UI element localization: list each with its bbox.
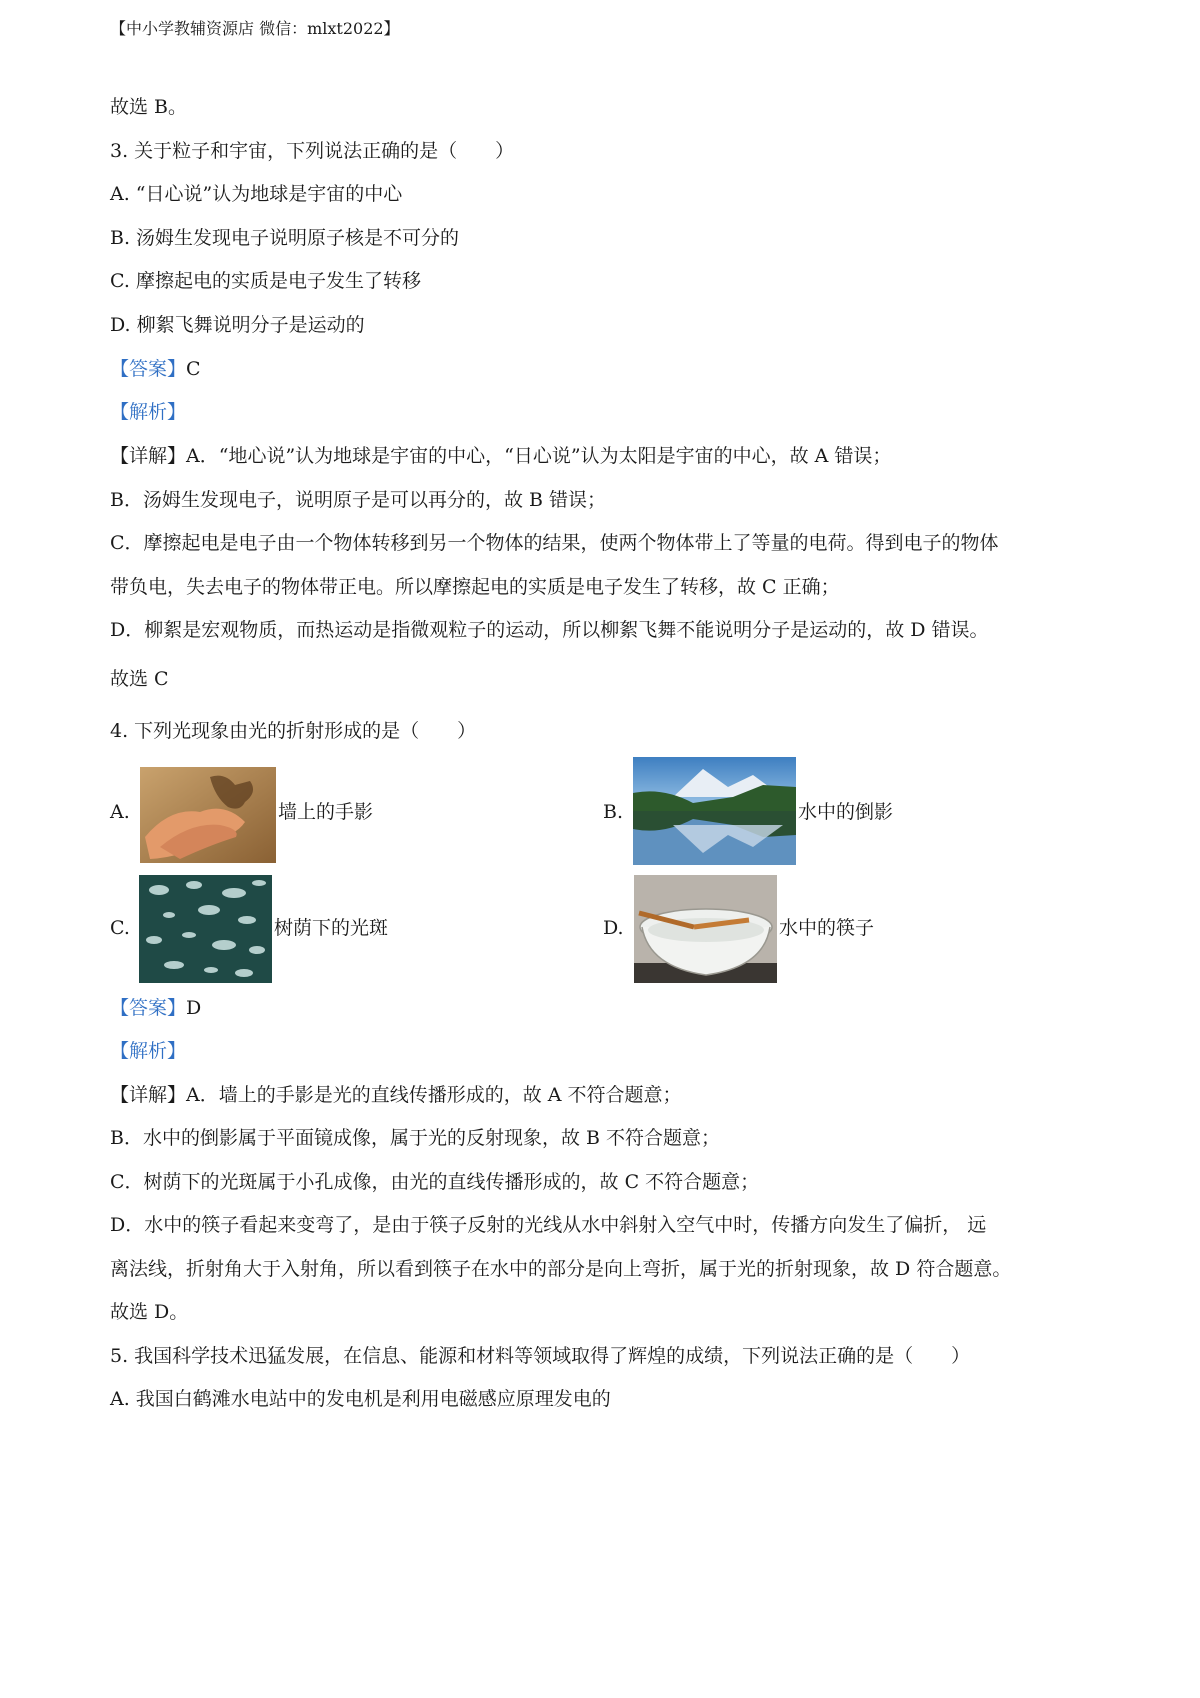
q4-conclusion: 故选 D。 <box>110 1301 189 1323</box>
q4-detail-d1: D．水中的筷子看起来变弯了，是由于筷子反射的光线从水中斜射入空气中时，传播方向发生了偏折， 远 <box>110 1214 987 1236</box>
q3-detail-d: D．柳絮是宏观物质，而热运动是指微观粒子的运动，所以柳絮飞舞不能说明分子是运动的，故 D 错误。 <box>110 619 989 641</box>
q3-option-d: D. 柳絮飞舞说明分子是运动的 <box>110 314 365 336</box>
q5-option-a: A. 我国白鹤滩水电站中的发电机是利用电磁感应原理发电的 <box>110 1388 611 1410</box>
q3-detail-c2: 带负电，失去电子的物体带正电。所以摩擦起电的实质是电子发生了转移，故 C 正确； <box>110 576 840 598</box>
q3-detail-c1: C．摩擦起电是电子由一个物体转移到另一个物体的结果，使两个物体带上了等量的电荷。得到电子的物体 <box>110 532 999 554</box>
q5-stem: 5. 我国科学技术迅猛发展，在信息、能源和材料等领域取得了辉煌的成绩，下列说法正确的是（ ） <box>110 1345 971 1367</box>
q4-analysis-tag: 【解析】 <box>110 1040 187 1062</box>
q4-option-a-label: A. <box>110 801 130 823</box>
q4-option-d-label: D. <box>603 917 624 939</box>
q3-detail-a: 【详解】A．“地心说”认为地球是宇宙的中心，“日心说”认为太阳是宇宙的中心，故 A 错误； <box>110 445 892 467</box>
q4-option-c-caption: 树荫下的光斑 <box>274 917 389 939</box>
q4-option-c-label: C. <box>110 917 130 939</box>
q4-answer <box>110 996 201 1020</box>
q3-detail-b: B．汤姆生发现电子，说明原子是可以再分的，故 B 错误； <box>110 489 607 511</box>
q4-option-a-caption: 墙上的手影 <box>278 801 374 823</box>
answer-tag: 【答案】 <box>110 997 187 1019</box>
q4-detail-c: C．树荫下的光斑属于小孔成像，由光的直线传播形成的，故 C 不符合题意； <box>110 1171 760 1193</box>
q4-stem: 4. 下列光现象由光的折射形成的是（ ） <box>110 720 477 742</box>
hand-shadow-image <box>140 767 276 863</box>
q4-option-b-label: B. <box>603 801 624 823</box>
detail-tag: 【详解】 <box>110 1084 187 1106</box>
chopsticks-in-water-image <box>634 875 777 983</box>
light-spots-image <box>139 875 272 983</box>
q3-option-c: C. 摩擦起电的实质是电子发生了转移 <box>110 270 421 292</box>
detail-tag: 【详解】 <box>110 445 187 467</box>
answer-value: C <box>186 358 201 380</box>
q4-detail-b: B．水中的倒影属于平面镜成像，属于光的反射现象，故 B 不符合题意； <box>110 1127 721 1149</box>
q3-answer <box>110 357 201 381</box>
q3-conclusion: 故选 C <box>110 668 169 690</box>
lake-reflection-image <box>633 757 796 865</box>
q3-option-b: B. 汤姆生发现电子说明原子核是不可分的 <box>110 227 460 249</box>
q3-analysis-tag: 【解析】 <box>110 401 187 423</box>
q3-option-a: A. “日心说”认为地球是宇宙的中心 <box>110 183 403 205</box>
answer-value: D <box>186 997 202 1019</box>
q4-option-d-caption: 水中的筷子 <box>779 917 875 939</box>
q4-option-b-caption: 水中的倒影 <box>798 801 894 823</box>
q4-detail-a: 【详解】A．墙上的手影是光的直线传播形成的，故 A 不符合题意； <box>110 1084 682 1106</box>
q3-stem: 3. 关于粒子和宇宙，下列说法正确的是（ ） <box>110 140 515 162</box>
answer-tag: 【答案】 <box>110 358 187 380</box>
q4-detail-d2: 离法线，折射角大于入射角，所以看到筷子在水中的部分是向上弯折，属于光的折射现象，故 D 符合题意。 <box>110 1258 1012 1280</box>
q2-conclusion: 故选 B。 <box>110 96 188 118</box>
watermark-header: 【中小学教辅资源店 微信：mlxt2022】 <box>110 19 400 38</box>
